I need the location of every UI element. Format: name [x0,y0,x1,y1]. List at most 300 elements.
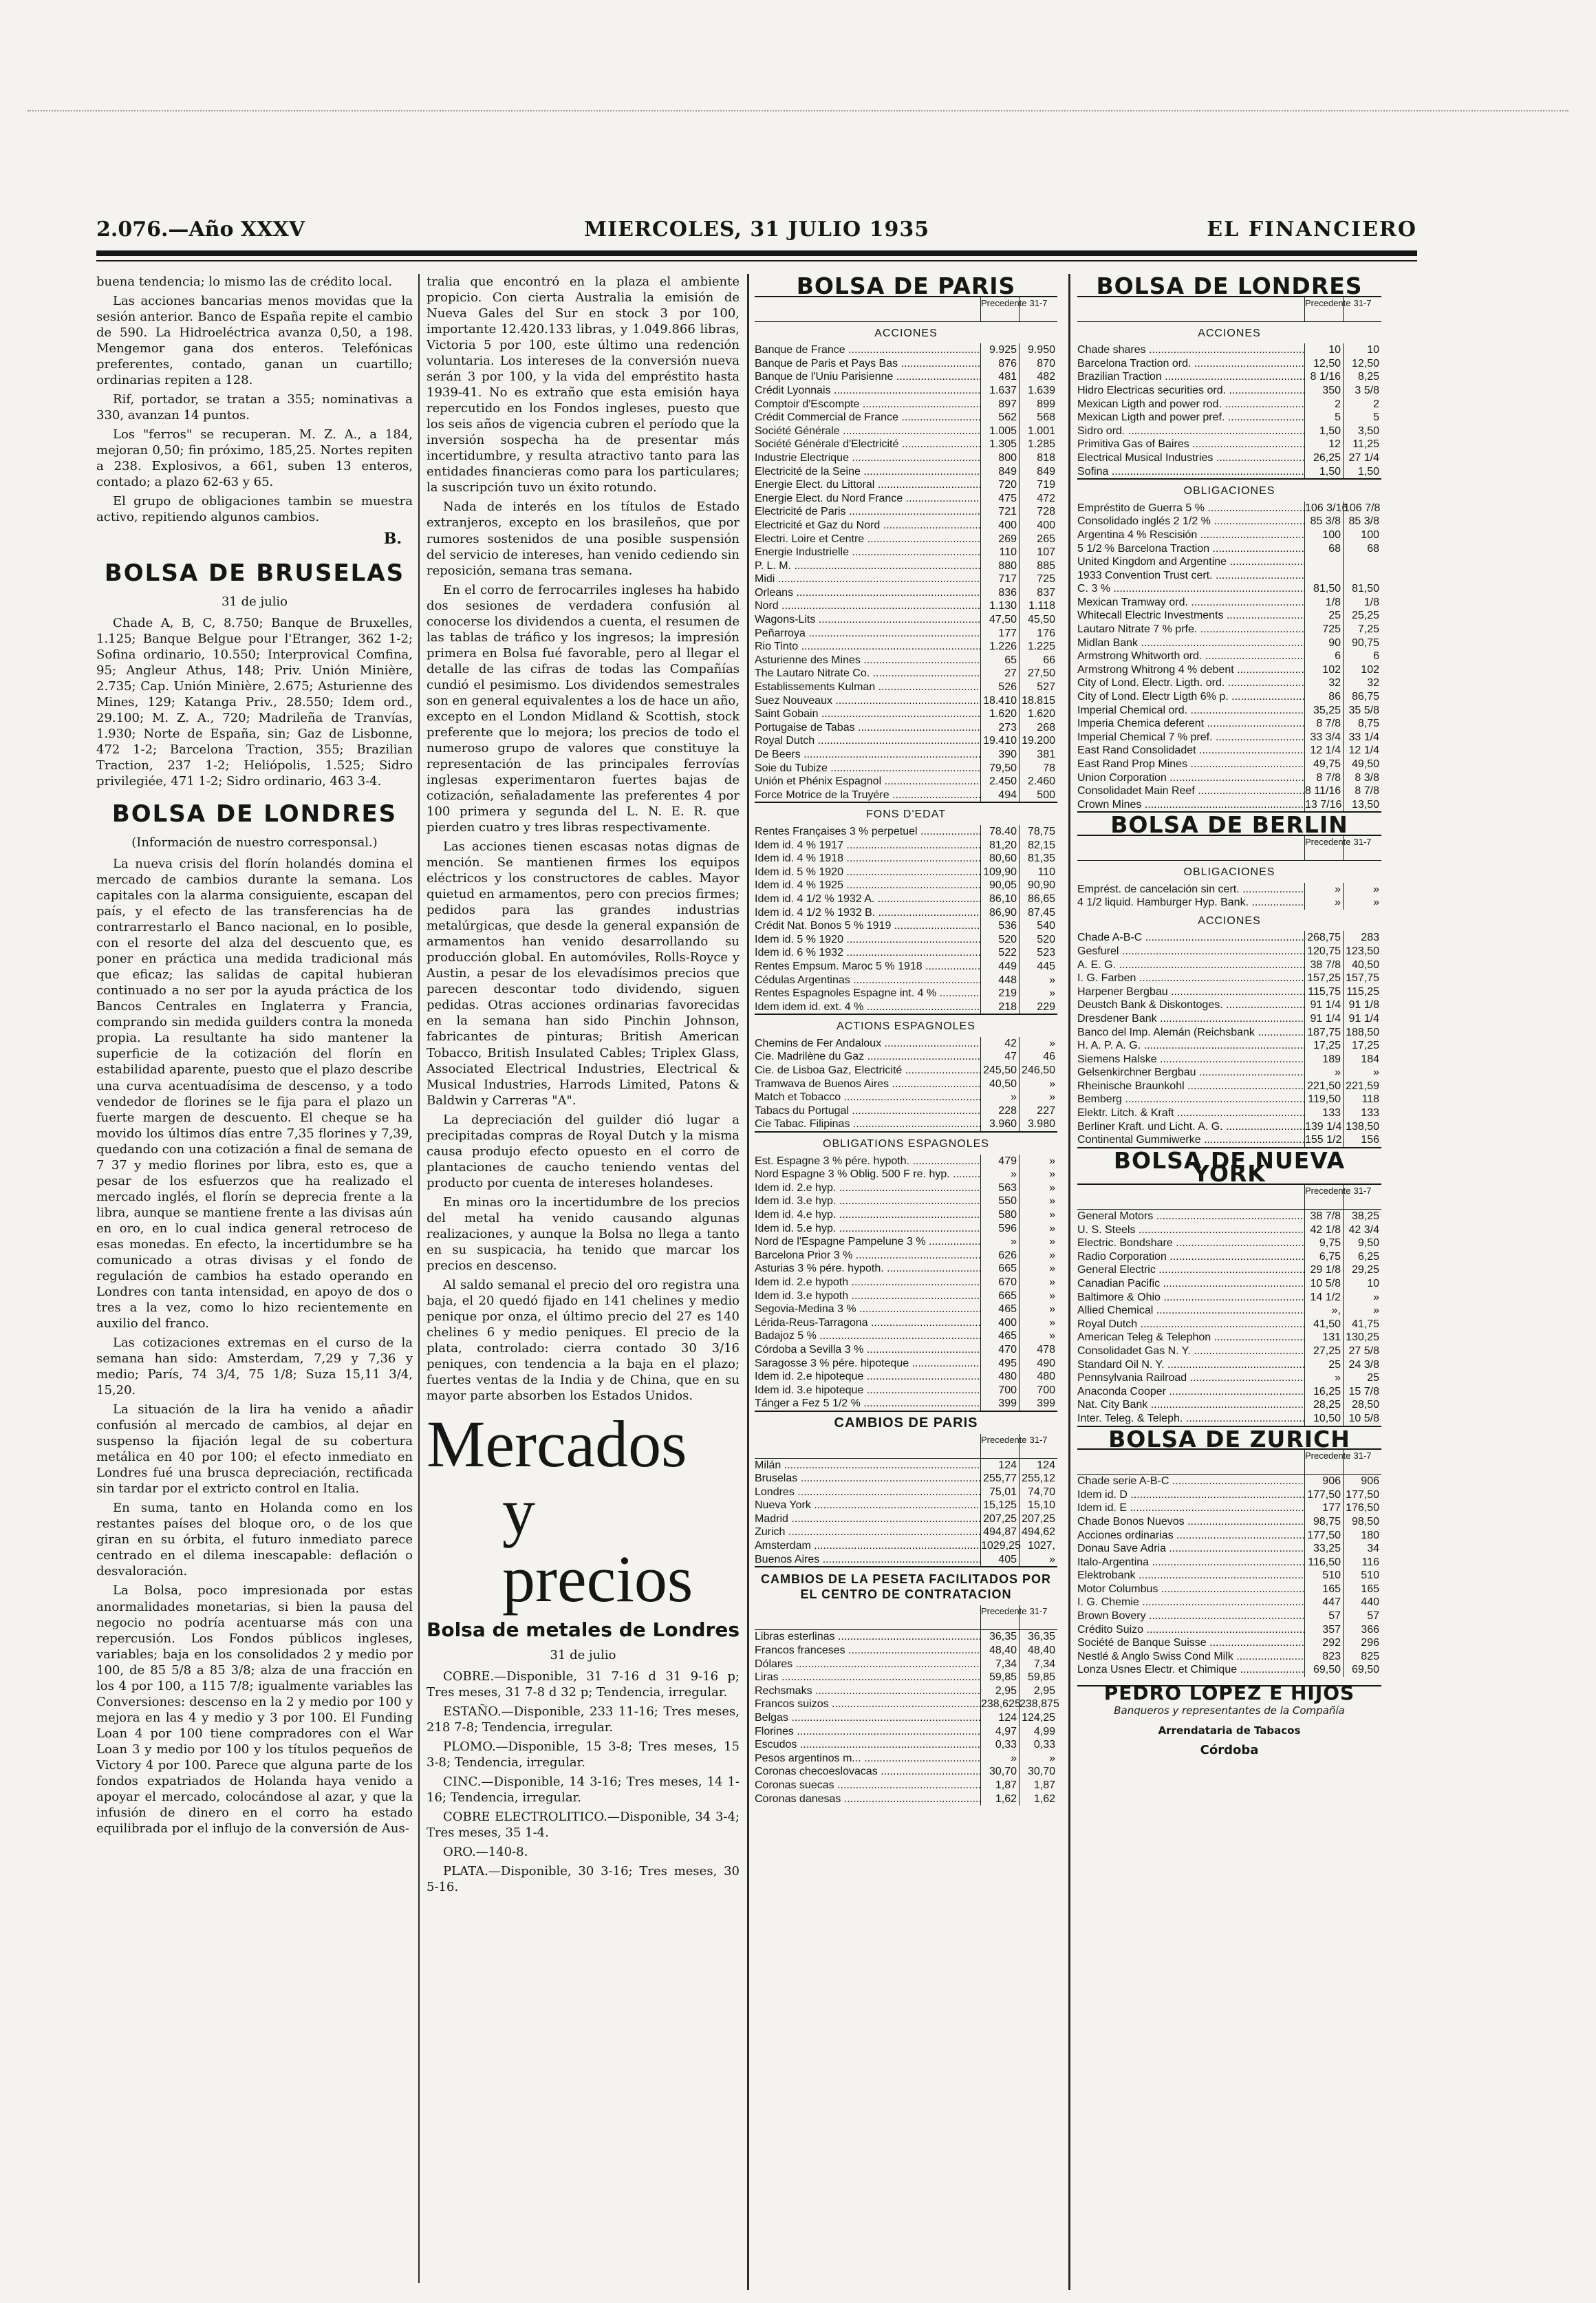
previous-price: 255,77 [980,1472,1019,1486]
section-heading: BOLSA DE NUEVA YORK [1077,1148,1381,1185]
current-price: 15,10 [1019,1499,1057,1512]
security-name: Idem id. D ..... [1077,1488,1304,1502]
current-price: 5 [1343,411,1381,425]
previous-price: 494,87 [980,1525,1019,1539]
previous-price: 520 [980,933,1019,947]
current-price: 38,25 [1343,1210,1381,1223]
security-name: American Teleg & Telephon ..... [1077,1331,1304,1345]
security-name: Inter. Teleg. & Teleph. ..... [1077,1412,1304,1426]
table-row [1077,465,1381,479]
security-name: U. S. Steels ..... [1077,1223,1304,1237]
table-row [755,451,1057,465]
security-name: Coronas danesas ..... [755,1792,980,1806]
table-row [755,1725,1057,1739]
table-row [755,721,1057,735]
table-row [1077,1583,1381,1596]
table-row [1077,1277,1381,1291]
table-row [755,775,1057,789]
previous-price: 876 [980,357,1019,371]
previous-price: 717 [980,572,1019,586]
table-header [1077,836,1381,861]
table-row [1077,623,1381,636]
current-price: 13,50 [1343,798,1381,812]
text-column-1 [96,274,413,2283]
masthead-rule-thin [96,260,1417,261]
table-header [1077,1185,1381,1210]
table-row [1077,1569,1381,1583]
previous-price: 670 [980,1276,1019,1289]
security-name: Gesfurel ..... [1077,945,1304,958]
ad-line: Banqueros y representantes de la Compañía [1114,1704,1345,1717]
table-row [1077,676,1381,690]
security-name: Crédito Suizo ..... [1077,1623,1304,1637]
previous-price: 836 [980,586,1019,600]
section-heading: BOLSA DE ZURICH [1077,1427,1381,1450]
table-row [1077,357,1381,371]
current-price: 123,50 [1343,945,1381,958]
metal-quote: ORO.—140-8. [443,1844,528,1859]
previous-price: 41,50 [1304,1318,1343,1331]
current-price: 818 [1019,451,1057,465]
table-row [755,748,1057,762]
security-name: Banque de France ..... [755,343,980,357]
table-category: ACCIONES [1198,914,1261,927]
current-price: 283 [1343,931,1381,945]
current-price: 27 1/4 [1343,451,1381,465]
security-name: Brazilian Traction ..... [1077,370,1304,384]
previous-price: 14 1/2 [1304,1291,1343,1305]
previous-price: 626 [980,1249,1019,1263]
quote-list [1077,502,1381,812]
table-row [1077,717,1381,731]
current-price: 10 [1343,343,1381,357]
table-row [1077,1106,1381,1120]
previous-price: 465 [980,1303,1019,1316]
security-name: Electricité de la Seine ..... [755,465,980,479]
table-row [755,357,1057,371]
previous-price: 109,90 [980,866,1019,879]
previous-price: 29 1/8 [1304,1263,1343,1277]
previous-price: 75,01 [980,1486,1019,1499]
paris-tables [755,274,1057,1806]
security-name: Canadian Pacific ..... [1077,1277,1304,1291]
current-price: 1,62 [1019,1792,1057,1806]
current-price: 207,25 [1019,1512,1057,1526]
current-price: 6 [1343,650,1381,663]
security-name: Elektr. Litch. & Kraft ..... [1077,1106,1304,1120]
security-name: Tramwava de Buenos Aires ..... [755,1078,980,1091]
table-row [1077,1412,1381,1426]
table-row [755,492,1057,506]
table-row [1077,636,1381,650]
section-heading-bruselas: BOLSA DE BRUSELAS [104,559,405,587]
previous-price: 13 7/16 [1305,798,1342,811]
security-name: Chade serie A-B-C ..... [1077,1475,1304,1488]
mercados-line-2: y precios [502,1475,693,1616]
previous-price: 494 [980,789,1019,802]
table-row [755,613,1057,627]
previous-price: 1029,25 [981,1540,1021,1552]
security-name: United Kingdom and Argentine ..... [1077,555,1304,569]
table-row [1077,515,1381,528]
current-price: 1027, [1019,1539,1057,1553]
current-price: » [1019,1195,1057,1208]
table-row [755,478,1057,492]
current-price: 3 5/8 [1343,384,1381,398]
current-price: 246,50 [1019,1064,1057,1078]
current-price [1343,555,1381,569]
table-row [1077,1236,1381,1250]
previous-price: 238,625 [981,1698,1021,1711]
current-price: 500 [1019,789,1057,802]
paragraph: Las cotizaciones extremas en el curso de la semana han sido: Amsterdam, 7,29 y 7,36 y medio; París, 74 3/4, 75 1/8; Suza 15,11 3/4, 15,20. [96,1336,413,1398]
previous-price: 68 [1304,542,1343,556]
paragraph: Los "ferros" se recuperan. M. Z. A., a 184, mejoran 0,50; fin próximo, 185,25. Nortes repiten a 238. Explosivos, a 661, suben 13 enteros, contado; a plazo 62-63 y 65. [96,427,413,490]
current-price: 177,50 [1343,1488,1381,1502]
table-row [755,1329,1057,1343]
bolsa-berlin [1077,811,1381,1146]
security-name: 5 1/2 % Barcelona Traction ..... [1077,542,1304,556]
table-row [1077,1501,1381,1515]
paragraph: buena tendencia; lo mismo las de crédito local. [96,275,393,289]
current-price: 494,62 [1019,1525,1057,1539]
table-row [1077,1475,1381,1488]
section-heading: CAMBIOS DE PARIS [834,1415,978,1431]
security-name: Midlan Bank ..... [1077,636,1304,650]
current-price: 11,25 [1343,438,1381,451]
security-name: I. G. Farben ..... [1077,972,1304,985]
table-row [1077,958,1381,972]
table-row [755,559,1057,573]
paragraph: En suma, tanto en Holanda como en los restantes países del bloque oro, o de los que giran en su órbita, el futuro inmediato parece centrado en el dilema inescapable: deflación o desvaloración. [96,1501,413,1579]
metal-quote: CINC.—Disponible, 14 3-16; Tres meses, 14 1-16; Tendencia, irregular. [427,1774,740,1805]
security-name: Idem id. E ..... [1077,1501,1304,1515]
previous-price: 177 [1304,1501,1343,1515]
previous-price: 580 [980,1208,1019,1222]
previous-price: » [980,1752,1019,1766]
previous-price: 479 [980,1155,1019,1168]
security-name: Milán ..... [755,1459,980,1472]
table-row [755,1289,1057,1303]
security-name: Electrical Musical Industries ..... [1077,451,1304,465]
table-category: OBLIGACIONES [1077,478,1381,502]
previous-price: 110 [980,546,1019,559]
security-name: P. L. M. ..... [755,559,980,573]
table-row [755,1738,1057,1752]
security-name: 4 1/2 liquid. Hamburger Hyp. Bank. ..... [1077,896,1304,910]
security-name: Escudos ..... [755,1738,980,1752]
previous-price: 9.925 [980,343,1019,357]
security-name: Banque de l'Uniu Parisienne ..... [755,370,980,384]
current-price: 25,25 [1343,609,1381,623]
current-price: 227 [1019,1104,1057,1118]
current-price: 27 5/8 [1343,1345,1381,1358]
previous-price: 33,25 [1304,1542,1343,1556]
previous-price: 48,40 [980,1644,1019,1658]
current-price: 700 [1019,1384,1057,1397]
security-name: Deustch Bank & Diskontoges. ..... [1077,998,1304,1012]
table-row [755,1037,1057,1051]
security-name: Energie Industrielle ..... [755,546,980,559]
table-header [1077,1450,1381,1475]
table-row [755,1684,1057,1698]
table-row [1077,1623,1381,1637]
previous-price: 1.130 [980,599,1019,613]
bolsa-londres [1077,274,1381,811]
security-name: Nord ..... [755,599,980,613]
col-head-prev: Precedente [1304,1185,1343,1209]
security-name: C. 3 % ..... [1077,582,1304,596]
security-name: Consolidado inglés 2 1/2 % ..... [1077,515,1304,528]
table-row [755,398,1057,411]
table-row [1077,744,1381,758]
table-row [755,343,1057,357]
security-name: Société Générale ..... [755,425,980,438]
current-price: 399 [1019,1397,1057,1411]
previous-price: 85 3/8 [1304,515,1343,528]
previous-price: 28,25 [1304,1398,1343,1412]
current-price: 116 [1343,1556,1381,1570]
current-price: 8,75 [1343,717,1381,731]
security-name: Est. Espagne 3 % pére. hypoth. ..... [755,1155,980,1168]
current-price: 19.200 [1019,734,1057,748]
previous-price: 268,75 [1304,931,1343,945]
current-price: 885 [1019,559,1057,573]
table-category: ACCIONES [1198,327,1261,339]
table-row [755,1104,1057,1118]
previous-price: 906 [1304,1475,1343,1488]
current-price: 59,85 [1019,1671,1057,1684]
col-head-cur: 31-7 [1019,297,1057,321]
current-price: 8 3/8 [1343,771,1381,785]
previous-price: 1.305 [980,438,1019,451]
security-name: Nestlé & Anglo Swiss Cond Milk ..... [1077,1650,1304,1664]
security-name: Allied Chemical ..... [1077,1304,1304,1318]
security-name: Royal Dutch ..... [755,734,980,748]
security-name: Crédit Lyonnais ..... [755,384,980,398]
previous-price: 120,75 [1304,945,1343,958]
current-price: 48,40 [1019,1644,1057,1658]
table-row [1077,1358,1381,1372]
table-row [1077,1080,1381,1093]
current-price: 85 3/8 [1343,515,1381,528]
table-row [755,1276,1057,1289]
current-price: » [1019,1037,1057,1051]
table-row [755,572,1057,586]
security-name: Liras ..... [755,1671,980,1684]
paragraph: tralia que encontró en la plaza el ambiente propicio. Con cierta Australia la emisión de Nueva Gales del Sur en stock 3 por 100, importante 12.420.133 libras, y 1.049.866 libras, Victoria 5 por 100, este último una redención voluntaria. Los intereses de la conversión nueva serán 3 por 100, y la vida del empréstito hasta 1939-41. No es extraño que esta emisión haya repercutido en los Fondos ingleses, puesto que los seis años de vigencia cubren el período que la inversión sospecha ha de presentar más incertidumbre, y resulta atractivo tanto para las entidades financieras como para los particulares; la suscripción tuvo un éxito rotundo. [427,275,740,495]
newspaper-title: EL FINANCIERO [1207,217,1417,242]
previous-price [1304,569,1343,583]
security-name: Energie Elect. du Nord France ..... [755,492,980,506]
table-header [755,1605,1057,1630]
quote-list [755,343,1057,802]
security-name: Lonza Usnes Electr. et Chimique ..... [1077,1663,1304,1677]
table-row [755,465,1057,479]
previous-price: 562 [980,411,1019,425]
previous-price: 86,10 [980,892,1019,906]
current-price: 176 [1019,627,1057,641]
table-row [755,1779,1057,1792]
table-row [755,1155,1057,1168]
cambios-paris [755,1411,1057,1566]
previous-price: 596 [980,1222,1019,1236]
security-name: Gelsenkirchner Bergbau ..... [1077,1066,1304,1080]
previous-price: 823 [1304,1650,1343,1664]
previous-price: 79,50 [980,762,1019,775]
current-price: 10 [1343,1277,1381,1291]
current-price: 238,875 [1020,1698,1059,1711]
current-price: 42 3/4 [1343,1223,1381,1237]
security-name: Chade A-B-C ..... [1077,931,1304,945]
security-name: Suez Nouveaux ..... [755,694,980,708]
table-row [755,1249,1057,1263]
security-name: Asturias 3 % pére. hypoth. ..... [755,1262,980,1276]
table-row [755,919,1057,933]
current-price: 107 [1019,546,1057,559]
current-price [1343,569,1381,583]
paragraph: Las acciones bancarias menos movidas que la sesión anterior. Banco de España repite el cambio de 590. La Hidroeléctrica avanza 0,50, a 198. Mengemor gana dos enteros. Telefónicas preferentes, contado, ganan un cuartillo; ordinarias repiten a 128. [96,294,413,388]
ad-line: Arrendataria de Tabacos [1158,1724,1301,1737]
table-row [1077,502,1381,515]
security-name: Italo-Argentina ..... [1077,1556,1304,1570]
current-price: 91 1/4 [1343,1012,1381,1026]
table-row [1077,1556,1381,1570]
security-name: Dólares ..... [755,1658,980,1671]
paragraph: En minas oro la incertidumbre de los precios del metal ha venido causando algunas realizaciones, y aunque la Bolsa no llega a tanto en su suspicacia, ha tenido que marcar los precios en descenso. [427,1195,740,1273]
table-row [1077,1026,1381,1040]
current-price: » [1019,1091,1057,1104]
security-name: Sofina ..... [1077,465,1304,479]
quote-list [1077,883,1381,910]
previous-price: 219 [980,987,1019,1000]
previous-price: 16,25 [1304,1385,1343,1399]
previous-price: 4,97 [980,1725,1019,1739]
current-price: 27,50 [1019,667,1057,681]
table-row [1077,1529,1381,1543]
previous-price: 400 [980,519,1019,533]
security-name: Idem id. 2.e hypoth ..... [755,1276,980,1289]
security-name: Orleans ..... [755,586,980,600]
section-heading: BOLSA DE BERLIN [1077,813,1381,836]
security-name: Radio Corporation ..... [1077,1250,1304,1264]
current-price: » [1019,1262,1057,1276]
table-row [1077,1250,1381,1264]
previous-price: 3.960 [980,1117,1019,1131]
table-row [755,1644,1057,1658]
previous-price: 536 [980,919,1019,933]
section-byline: (Información de nuestro corresponsal.) [131,835,378,850]
table-row [755,1658,1057,1671]
security-name: Idem id. 6 % 1932 ..... [755,946,980,960]
current-price: 728 [1019,505,1057,519]
security-name: Donau Save Adria ..... [1077,1542,1304,1556]
current-price: 81,35 [1019,852,1057,866]
table-row [1077,883,1381,897]
security-name: Idem id. 4 1/2 % 1932 A. ..... [755,892,980,906]
current-price: 1.118 [1019,599,1057,613]
previous-price: 470 [980,1343,1019,1357]
table-row [1077,945,1381,958]
security-name: Crown Mines ..... [1077,798,1304,812]
col-head-prev: Precedente [980,1605,1019,1629]
previous-price: 700 [980,1384,1019,1397]
top-scan-edge [28,110,1568,112]
current-price: 17,25 [1343,1039,1381,1053]
security-name: Mexican Tramway ord. ..... [1077,596,1304,610]
table-row [1077,690,1381,704]
current-price: 472 [1019,492,1057,506]
current-price: 899 [1019,398,1057,411]
column-divider [418,274,420,2283]
security-name: Buenos Aires ..... [755,1553,980,1567]
table-row [1077,663,1381,677]
security-name: Idem id. 3.e hyp. ..... [755,1195,980,1208]
table-row [755,933,1057,947]
col-head-prev: Precedente [980,1434,1019,1458]
current-price: 440 [1343,1596,1381,1609]
table-row [1077,1223,1381,1237]
security-name: Bemberg ..... [1077,1093,1304,1106]
security-name: General Motors ..... [1077,1210,1304,1223]
previous-price: 10 5/8 [1304,1277,1343,1291]
table-row [755,384,1057,398]
current-price: 1.225 [1019,640,1057,654]
table-row [755,1711,1057,1725]
security-name: 1933 Convention Trust cert. ..... [1077,569,1304,583]
table-row [755,906,1057,920]
table-row [1077,343,1381,357]
current-price: 3,50 [1343,425,1381,438]
current-price: 124,25 [1019,1711,1057,1725]
previous-price: » [1304,1371,1343,1385]
previous-price: 59,85 [980,1671,1019,1684]
previous-price: 449 [980,960,1019,974]
current-price: 90,75 [1343,636,1381,650]
current-price: » [1019,1303,1057,1316]
previous-price: 47,50 [980,613,1019,627]
previous-price: 800 [980,451,1019,465]
issue-date: MIERCOLES, 31 JULIO 1935 [583,217,930,242]
table-row [1077,1291,1381,1305]
current-price: » [1019,987,1057,1000]
security-name: Cie. Madrilène du Gaz ..... [755,1050,980,1064]
previous-price: 40,50 [980,1078,1019,1091]
table-row [755,987,1057,1000]
current-price: 381 [1019,748,1057,762]
paragraph: Al saldo semanal el precio del oro registra una baja, el 20 quedó fijado en 141 chelines y medio penique por onza, el último precio del 27 es 140 chelines 6 y medio peniques. El precio de la plata, controlado: cierra contado 30 3/16 peniques, con tendencia a la baja en el plazo; fuertes ventas de la India y de China, que en su mayor parte absorben los Estados Unidos. [427,1277,740,1404]
security-name: Cie. de Lisboa Gaz, Electricité ..... [755,1064,980,1078]
current-price: 906 [1343,1475,1381,1488]
security-name: Brown Bovery ..... [1077,1609,1304,1623]
current-price: 46 [1019,1050,1057,1064]
security-name: Badajoz 5 % ..... [755,1329,980,1343]
current-price: 106 7/8 [1344,502,1381,514]
quote-list [1077,343,1381,478]
security-name: Idem id. 2.e hipoteque ..... [755,1370,980,1384]
security-name: Chemins de Fer Andaloux ..... [755,1037,980,1051]
quote-list [755,1630,1057,1806]
current-price: » [1019,1222,1057,1236]
previous-price: 124 [980,1459,1019,1472]
current-price: 57 [1343,1609,1381,1623]
security-name: Midi ..... [755,572,980,586]
previous-price: 42 [980,1037,1019,1051]
previous-price: 33 3/4 [1304,731,1343,745]
table-row [1077,1133,1381,1147]
security-name: Continental Gummiwerke ..... [1077,1133,1304,1147]
col-head-cur: 31-7 [1343,836,1381,860]
